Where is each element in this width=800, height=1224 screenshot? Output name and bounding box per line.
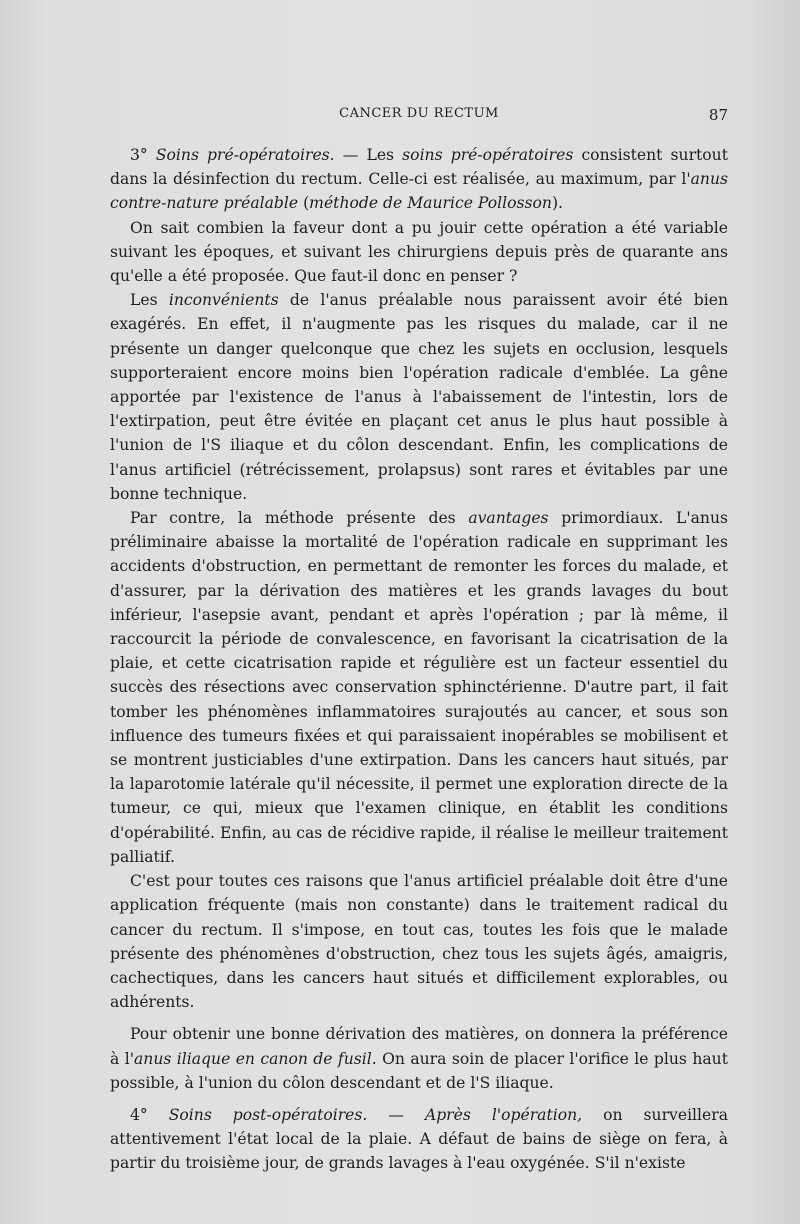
body-text xyxy=(110,143,728,1176)
text-run: primordiaux. L'anus préliminaire abaisse la mortalité de l'opération radicale en supprimant les accidents d'obstruction, en permettant de remonter les forces du malade, et d'assurer, par la dérivation des matières et les grands lavages du bout inférieur, l'asepsie avant, pendant et après l'opération ; par là même, il raccourcit la période de convalescence, en favorisant la cicatrisation de la plaie, et cette cicatrisation rapide et régulière est un facteur essentiel du succès des résections avec conservation sphinctérienne. D'autre part, il fait tomber les phénomènes inflammatoires surajoutés au cancer, et sous son influence des tumeurs fixées et qui paraissaient inopérables se mobilisent et se montrent justiciables d'une extirpation. Dans les cancers haut situés, par la laparotomie latérale qu'il nécessite, il permet une exploration directe de la tumeur, ce qui, mieux que l'examen clinique, en établit les conditions d'opérabilité. Enfin, au cas de récidive rapide, il réalise le meilleur traitement palliatif. xyxy=(110,509,728,866)
page-number: 87 xyxy=(708,106,728,124)
italic-text: Soins pré-opératoires. xyxy=(155,146,335,164)
text-run: 4° xyxy=(130,1105,169,1124)
italic-text: soins pré-opératoires xyxy=(402,146,574,164)
italic-text: méthode de Maurice Pollosson xyxy=(309,194,552,213)
text-run: On sait combien la faveur dont a pu jouir cette opération a été variable suivant les époques, et suivant les chirurgiens depuis près de quarante ans qu'elle a été proposée. Que faut-il donc en penser ? xyxy=(110,218,728,286)
italic-text: Après l'opération, xyxy=(424,1105,583,1124)
text-run: on surveillera attentivement l'état local de la plaie. A défaut de bains de siège on fera, à partir du troisième jour, de grands lavages à l'eau oxygénée. S'il n'existe xyxy=(110,1105,729,1173)
italic-text: anus iliaque en canon de fusil. xyxy=(133,1049,377,1068)
running-head xyxy=(110,106,728,126)
paragraph xyxy=(110,143,728,216)
text-run: On aura soin de placer l'orifice le plus haut possible, à l'union du côlon descendant et de l'S iliaque. xyxy=(110,1049,728,1092)
running-title: CANCER DU RECTUM xyxy=(339,106,499,121)
text-run: consistent surtout dans la désinfection du rectum. Celle-ci est réalisée, au maximum, par l' xyxy=(110,146,728,189)
paragraph xyxy=(110,869,728,1014)
text-run: — Les xyxy=(334,146,403,164)
text-run: ( xyxy=(298,194,310,213)
italic-text: inconvénients xyxy=(168,291,279,310)
text-run: Les xyxy=(130,291,169,310)
paragraph xyxy=(110,288,728,506)
italic-text: Soins post-opératoires. xyxy=(168,1105,368,1124)
italic-text: avantages xyxy=(468,509,549,528)
text-run: — xyxy=(367,1105,425,1124)
italic-text: anus contre-nature préalable xyxy=(110,170,728,213)
text-run: C'est pour toutes ces raisons que l'anus artificiel préalable doit être d'une application fréquente (mais non constante) dans le traitement radical du cancer du rectum. Il s'impose, en tout cas, toutes les fois que le malade présente des phénomènes d'obstruction, chez tous les sujets âgés, amaigris, cachectiques, dans les cancers haut situés et difficilement explorables, ou adhérents. xyxy=(110,872,728,1012)
text-run: Par contre, la méthode présente des xyxy=(130,509,469,528)
paragraph xyxy=(110,1022,728,1095)
text-run: ). xyxy=(551,194,563,213)
paragraph xyxy=(110,216,728,289)
paragraph xyxy=(110,1103,728,1176)
paragraph xyxy=(110,506,728,869)
text-run: de l'anus préalable nous paraissent avoir été bien exagérés. En effet, il n'augmente pas les risques du malade, car il ne présente un danger quelconque que chez les sujets en occlusion, lesquels supporteraient encore moins bien l'opération radicale d'emblée. La gêne apportée par l'existence de l'anus à l'abaissement de l'intestin, lors de l'extirpation, peut être évitée en plaçant cet anus le plus haut possible à l'union de l'S iliaque et du côlon descendant. Enfin, les complications de l'anus artificiel (rétrécissement, prolapsus) sont rares et évitables par une bonne technique. xyxy=(110,291,729,503)
text-run: 3° xyxy=(130,146,156,164)
text-run: Pour obtenir une bonne dérivation des matières, on donnera la préférence à l' xyxy=(110,1025,728,1068)
